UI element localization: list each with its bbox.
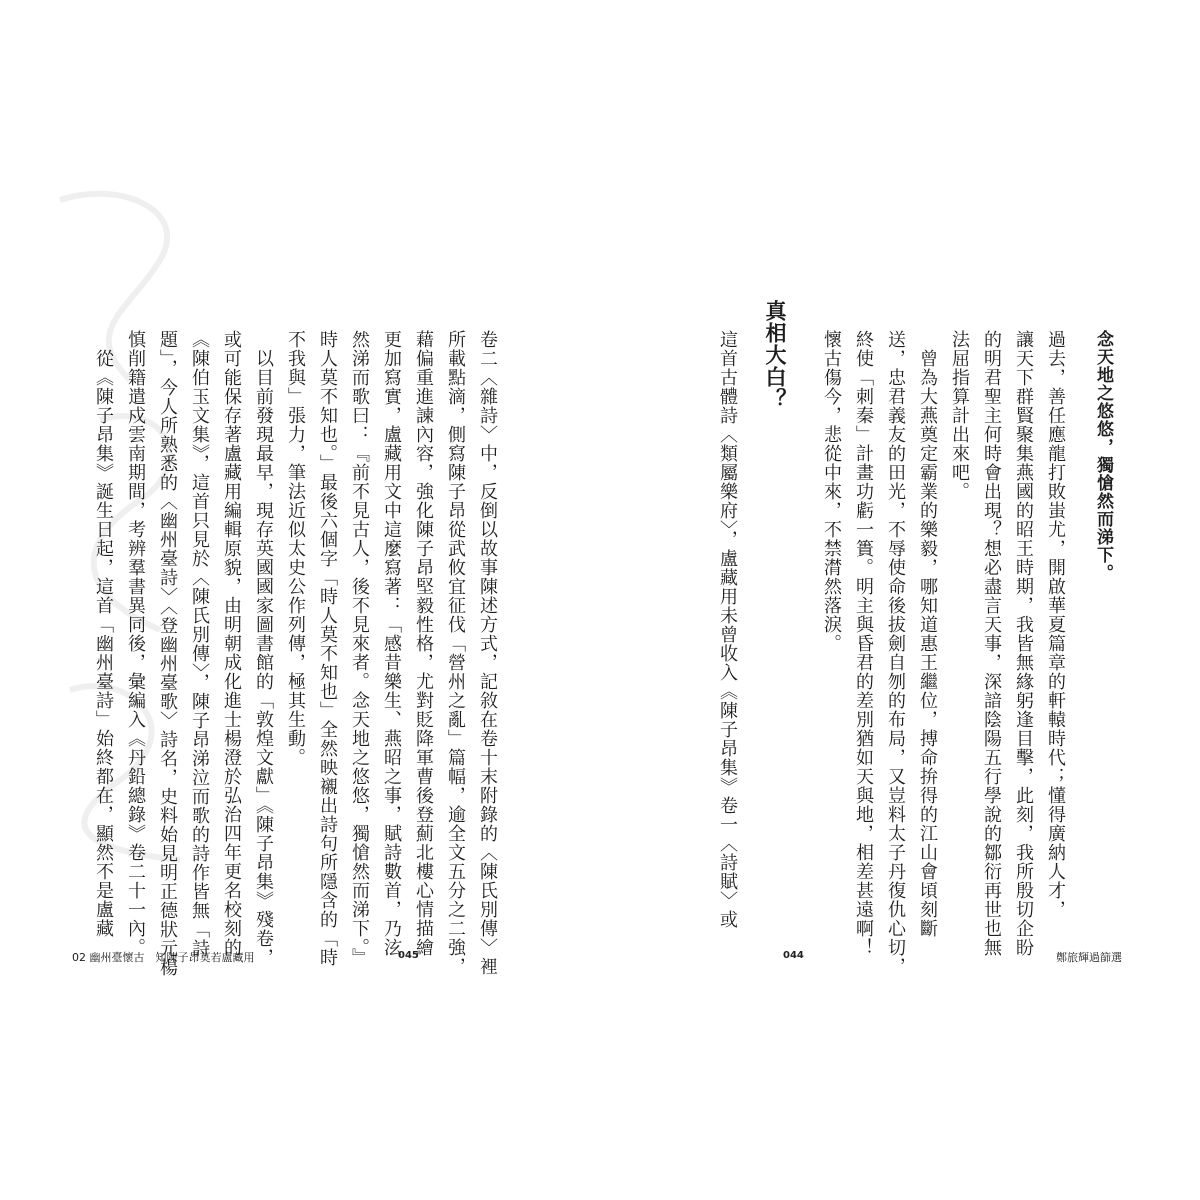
right-section-column-1: 這首古體詩〈類屬樂府〉，盧藏用未曾收入《陳子昂集》卷一〈詩賦〉或	[717, 330, 738, 929]
section-heading: 真相大白？	[763, 300, 787, 410]
left-text-column-11: 題」，今人所熟悉的〈幽州臺詩〉〈登幽州臺歌〉詩名，史料始見明正德狀元楊	[157, 330, 178, 977]
right-text-column-2: 讓天下群賢聚集燕國的昭王時期，我皆無緣躬逢目擊，此刻，我所殷切企盼	[1013, 330, 1034, 957]
right-page	[600, 0, 1200, 1200]
right-text-column-5: 曾為大燕奠定霸業的樂毅，哪知道惠王繼位，搏命拚得的江山會頃刻斷	[917, 330, 938, 938]
left-text-column-12: 慎削籍遣戍雲南期間，考辨羣書異同後，彙編入《丹鉛總錄》卷二十一內。	[125, 330, 146, 957]
left-text-column-3: 藉偏重進諫內容，強化陳子昂堅毅性格，尤對貶降軍曹後登薊北樓心情描繪	[413, 330, 434, 957]
running-head-right: 鄭旅輝過篩選	[1056, 951, 1122, 964]
right-text-column-7: 終使「刺秦」計畫功虧一簣。明主與昏君的差別猶如天與地，相差甚遠啊！	[853, 330, 874, 957]
left-text-column-6: 時人莫不知也。」最後六個字「時人莫不知也」全然映襯出詩句所隱含的「時	[317, 330, 338, 967]
page-number-left: 045	[398, 950, 419, 961]
left-text-column-9: 或可能保存著盧藏用編輯原貌，由明朝成化進士楊澄於弘治四年更名校刻的	[221, 330, 242, 957]
right-text-column-1: 過去，善任應龍打敗蚩尤，開啟華夏篇章的軒轅時代；懂得廣納人才，	[1045, 330, 1066, 919]
left-text-column-1: 卷二〈雜詩〉中，反倒以故事陳述方式，記敘在卷十末附錄的〈陳氏別傳〉裡	[477, 330, 498, 976]
page-number-right: 044	[783, 950, 804, 961]
left-text-column-2: 所載點滴，側寫陳子昂從武攸宜征伐「營州之亂」篇幅，逾全文五分之二強，	[445, 330, 466, 976]
left-text-column-4: 更加寫實，盧藏用文中這麼寫著：「感昔樂生、燕昭之事，賦詩數首，乃泫	[381, 330, 402, 957]
left-text-column-13: 從《陳子昂集》誕生日起，這首「幽州臺詩」始終都在，顯然不是盧藏	[93, 330, 114, 938]
left-text-column-10: 《陳伯玉文集》，這首只見於〈陳氏別傳〉，陳子昂涕泣而歌的詩作皆無「詩	[189, 330, 210, 958]
running-head-left: 02 幽州臺懷古 知陳子昂莫若盧藏用	[72, 951, 255, 964]
right-text-column-8: 懷古傷今，悲從中來，不禁潸然落淚。	[821, 330, 842, 653]
left-text-column-5: 然涕而歌曰：『前不見古人，後不見來者。念天地之悠悠，獨愴然而涕下。』	[349, 330, 370, 967]
right-text-column-6: 送，忠君義友的田光，不辱使命後拔劍自刎的布局，又豈料太子丹復仇心切，	[885, 330, 906, 976]
right-text-column-4: 法屈指算計出來吧。	[949, 330, 970, 501]
left-text-column-8: 以目前發現最早，現存英國國家圖書館的「敦煌文獻」《陳子昂集》殘卷，	[253, 330, 274, 967]
right-text-column-3: 的明君聖主何時會出現？想必盡言天事，深諳陰陽五行學說的鄒衍再世也無	[981, 330, 1002, 957]
left-text-column-7: 不我與」張力，筆法近似太史公作列傳，極其生動。	[285, 330, 306, 767]
epigraph-quote: 念天地之悠悠，獨愴然而涕下。	[1093, 330, 1113, 582]
